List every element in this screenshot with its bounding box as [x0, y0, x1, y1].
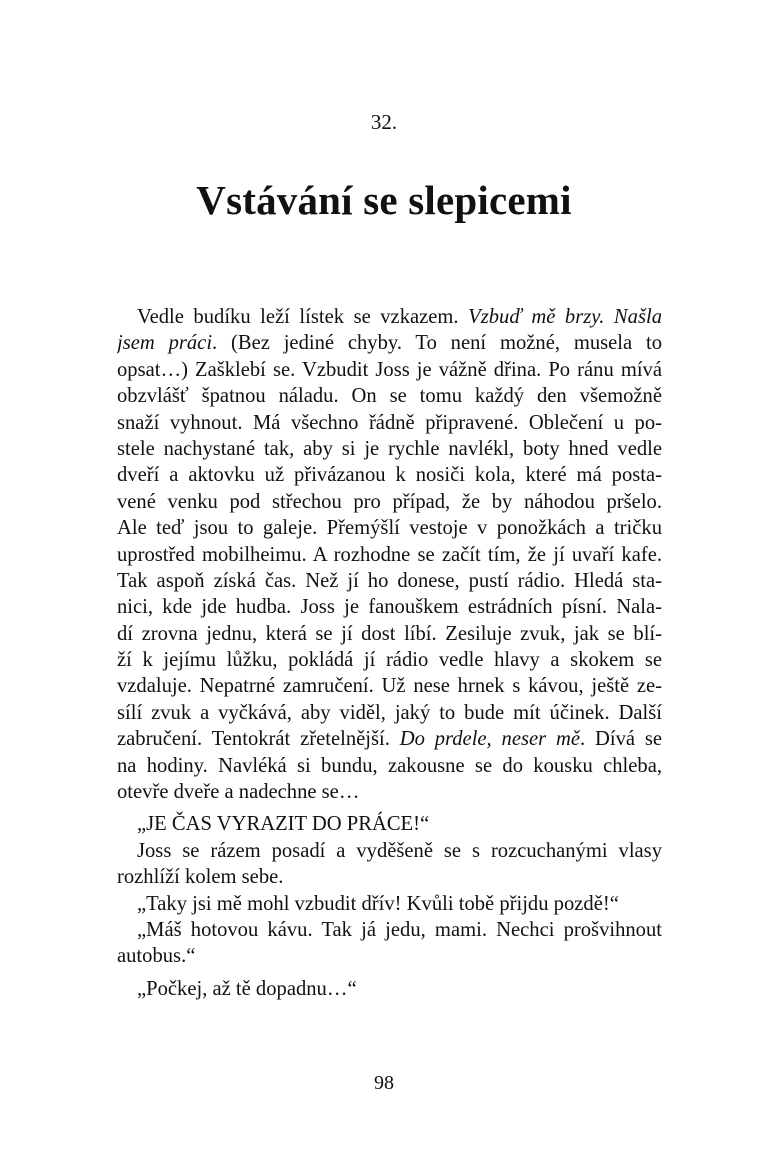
text-segment: Tak aspoň získá čas. Než jí ho donese, pustí rádio. Hledá sta-: [117, 569, 662, 592]
text-line: [117, 568, 662, 594]
text-segment: Ale teď jsou to galeje. Přemýšlí vestoje v ponožkách a tričku: [117, 517, 662, 540]
text-segment: „Taky jsi mě mohl vzbudit dřív! Kvůli tobě přijdu pozdě!“: [137, 892, 619, 915]
text-line: [117, 515, 662, 541]
text-segment: . Dívá se: [580, 728, 662, 751]
text-line: [117, 943, 662, 969]
text-segment: „Počkej, až tě dopadnu…“: [137, 977, 357, 1000]
italic-text: jsem práci: [117, 332, 213, 355]
text-line: [117, 621, 662, 647]
text-segment: rozhlíží kolem sebe.: [117, 866, 284, 889]
text-segment: „Máš hotovou kávu. Tak já jedu, mami. Nechci prošvihnout: [137, 918, 662, 941]
text-segment: zabručení. Tentokrát zřetelnější.: [117, 728, 400, 751]
text-line: [117, 753, 662, 779]
text-segment: sílí zvuk a vyčkává, aby viděl, jaký to bude mít účinek. Další: [117, 701, 662, 724]
text-line: [117, 304, 662, 330]
text-line: [117, 891, 662, 917]
text-line: [117, 462, 662, 488]
text-segment: autobus.“: [117, 945, 196, 968]
text-segment: ží k jejímu lůžku, pokládá jí rádio vedle hlavy a skokem se: [117, 649, 662, 672]
text-line: [117, 976, 662, 1002]
italic-text: Do prdele, neser mě: [399, 728, 580, 751]
text-line: [117, 489, 662, 515]
text-line: [117, 647, 662, 673]
text-segment: obzvlášť špatnou náladu. On se tomu každý den všemožně: [117, 385, 662, 408]
text-line: [117, 357, 662, 383]
text-line: [117, 779, 662, 805]
text-line: [117, 673, 662, 699]
text-line: [117, 917, 662, 943]
text-line: [117, 542, 662, 568]
text-segment: Vedle budíku leží lístek se vzkazem.: [137, 306, 469, 328]
text-segment: vzdaluje. Nepatrné zamručení. Už nese hrnek s kávou, ještě ze-: [117, 675, 662, 698]
text-line: [117, 330, 662, 356]
text-segment: vené venku pod střechou pro případ, že by náhodou pršelo.: [117, 490, 662, 513]
page-number: 98: [374, 1072, 394, 1094]
text-line: [117, 594, 662, 620]
text-segment: snaží vyhnout. Má všechno řádně připravené. Oblečení u po-: [117, 411, 662, 434]
text-line: [117, 838, 662, 864]
text-line: [117, 811, 662, 837]
text-line: [117, 410, 662, 436]
text-segment: Joss se rázem posadí a vyděšeně se s rozcuchanými vlasy: [137, 839, 662, 862]
chapter-number: 32.: [370, 110, 398, 134]
text-line: [117, 726, 662, 752]
text-segment: na hodiny. Navléká si bundu, zakousne se do kousku chleba,: [117, 754, 662, 777]
text-line: [117, 864, 662, 890]
chapter-title: Vstávání se slepicemi: [196, 177, 572, 223]
text-line: [117, 436, 662, 462]
text-segment: opsat…) Zašklebí se. Vzbudit Joss je vážně dřina. Po ránu mívá: [117, 358, 662, 381]
text-segment: dí zrovna jednu, která se jí dost líbí. Zesiluje zvuk, jak se blí-: [117, 622, 662, 645]
text-segment: dveří a aktovku už přivázanou k nosiči kola, které má posta-: [117, 464, 662, 487]
text-line: [117, 383, 662, 409]
text-segment: uprostřed mobilheimu. A rozhodne se začít tím, že jí uvaří kafe.: [117, 543, 662, 566]
text-segment: . (Bez jediné chyby. To není možné, musela to: [212, 332, 662, 355]
text-segment: nici, kde jde hudba. Joss je fanouškem estrádních písní. Nala-: [117, 596, 662, 619]
text-segment: „JE ČAS VYRAZIT DO PRÁCE!“: [137, 813, 430, 836]
italic-text: Vzbuď mě brzy. Našla: [468, 306, 662, 328]
text-segment: stele nachystané tak, aby si je rychle navlékl, boty hned vedle: [117, 437, 662, 460]
text-line: [117, 700, 662, 726]
chapter-body-text: [117, 304, 662, 1002]
text-segment: otevře dveře a nadechne se…: [117, 781, 360, 804]
